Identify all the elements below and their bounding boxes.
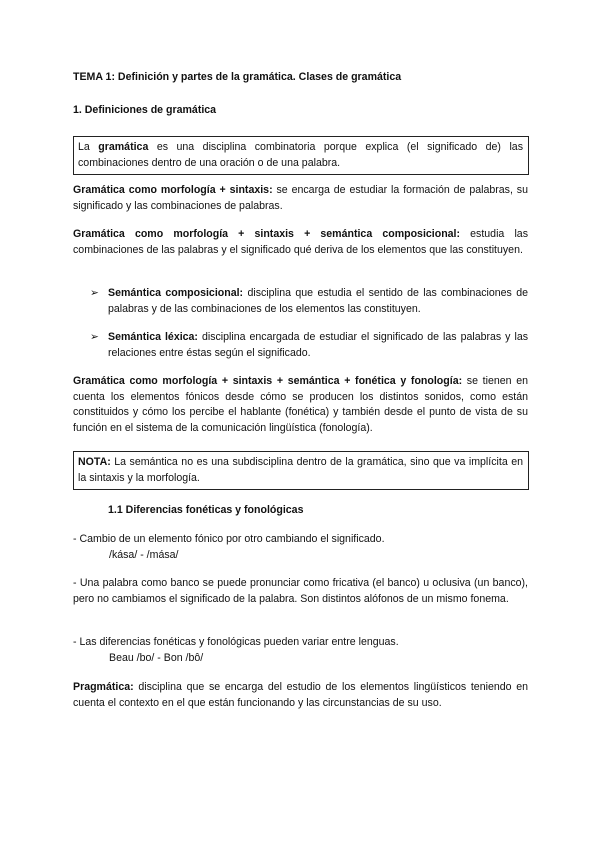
paragraph-semantica-composicional — [73, 227, 528, 258]
paragraph-fonetica-fonologia — [73, 374, 528, 436]
arrow-bullet-icon: ➢ — [90, 287, 99, 299]
note-label: NOTA: — [78, 456, 111, 468]
paragraph-term: Gramática como morfología + sintaxis + semántica + fonética y fonología: — [73, 375, 463, 387]
difference-example: Beau /bo/ - Bon /bô/ — [109, 651, 204, 664]
definition-text: es una disciplina combinatoria porque explica (el significado de) las combinaciones dentro de una oración o de una palabra. — [78, 141, 523, 169]
paragraph-text: se encarga de estudiar la formación de palabras, su significado y las combinaciones de palabras. — [73, 184, 528, 212]
subsection-heading: 1.1 Diferencias fonéticas y fonológicas — [108, 504, 304, 516]
paragraph-term: Pragmática: — [73, 681, 134, 693]
bullet-item — [90, 286, 528, 317]
paragraph-text: se tienen en cuenta los elementos fónicos desde cómo se producen los distintos sonidos, como están constituidos y cómo los percibe el hablante (fonética) y también desde el punto de vista de su función en el sistema de la comunicación lingüística (fonología). — [73, 375, 528, 434]
arrow-bullet-icon: ➢ — [90, 331, 99, 343]
section-heading: 1. Definiciones de gramática — [73, 104, 217, 116]
paragraph-term: Gramática como morfología + sintaxis + semántica composicional: — [73, 228, 461, 240]
difference-item — [73, 532, 528, 563]
definition-box — [73, 136, 529, 175]
definition-pre: La — [78, 141, 99, 153]
paragraph-text: disciplina que se encarga del estudio de los elementos lingüísticos teniendo en cuenta el contexto en el que están funcionando y las circunstancias de su uso. — [73, 681, 528, 709]
difference-item: - Una palabra como banco se puede pronunciar como fricativa (el banco) u oclusiva (un banco), pero no cambiamos el significado de la palabra. Son distintos alófonos de un mismo fonema. — [73, 577, 528, 605]
difference-text: - Las diferencias fonéticas y fonológicas pueden variar entre lenguas. — [73, 636, 399, 648]
bullet-term: Semántica léxica: — [108, 331, 198, 343]
paragraph-pragmatica — [73, 680, 528, 711]
bullet-item — [90, 330, 528, 361]
note-text: La semántica no es una subdisciplina dentro de la gramática, sino que va implícita en la sintaxis y la morfología. — [78, 456, 523, 484]
bullet-text: disciplina que estudia el sentido de las combinaciones de palabras y de las combinaciones de los elementos las constituyen. — [108, 287, 528, 315]
paragraph-term: Gramática como morfología + sintaxis: — [73, 184, 273, 196]
bullet-term: Semántica composicional: — [108, 287, 244, 299]
difference-example: /kása/ - /mása/ — [109, 548, 179, 561]
definition-term: gramática — [98, 141, 149, 153]
bullet-text: disciplina encargada de estudiar el significado de las palabras y las relaciones entre éstas según el significado. — [108, 331, 529, 359]
paragraph-text: estudia las combinaciones de las palabras y el significado qué deriva de los elementos que las constituyen. — [73, 228, 528, 256]
note-box — [73, 451, 529, 490]
page-title: TEMA 1: Definición y partes de la gramática. Clases de gramática — [73, 71, 402, 83]
paragraph-morfologia-sintaxis — [73, 183, 528, 214]
difference-text: - Cambio de un elemento fónico por otro cambiando el significado. — [73, 533, 385, 545]
difference-item — [73, 635, 528, 666]
